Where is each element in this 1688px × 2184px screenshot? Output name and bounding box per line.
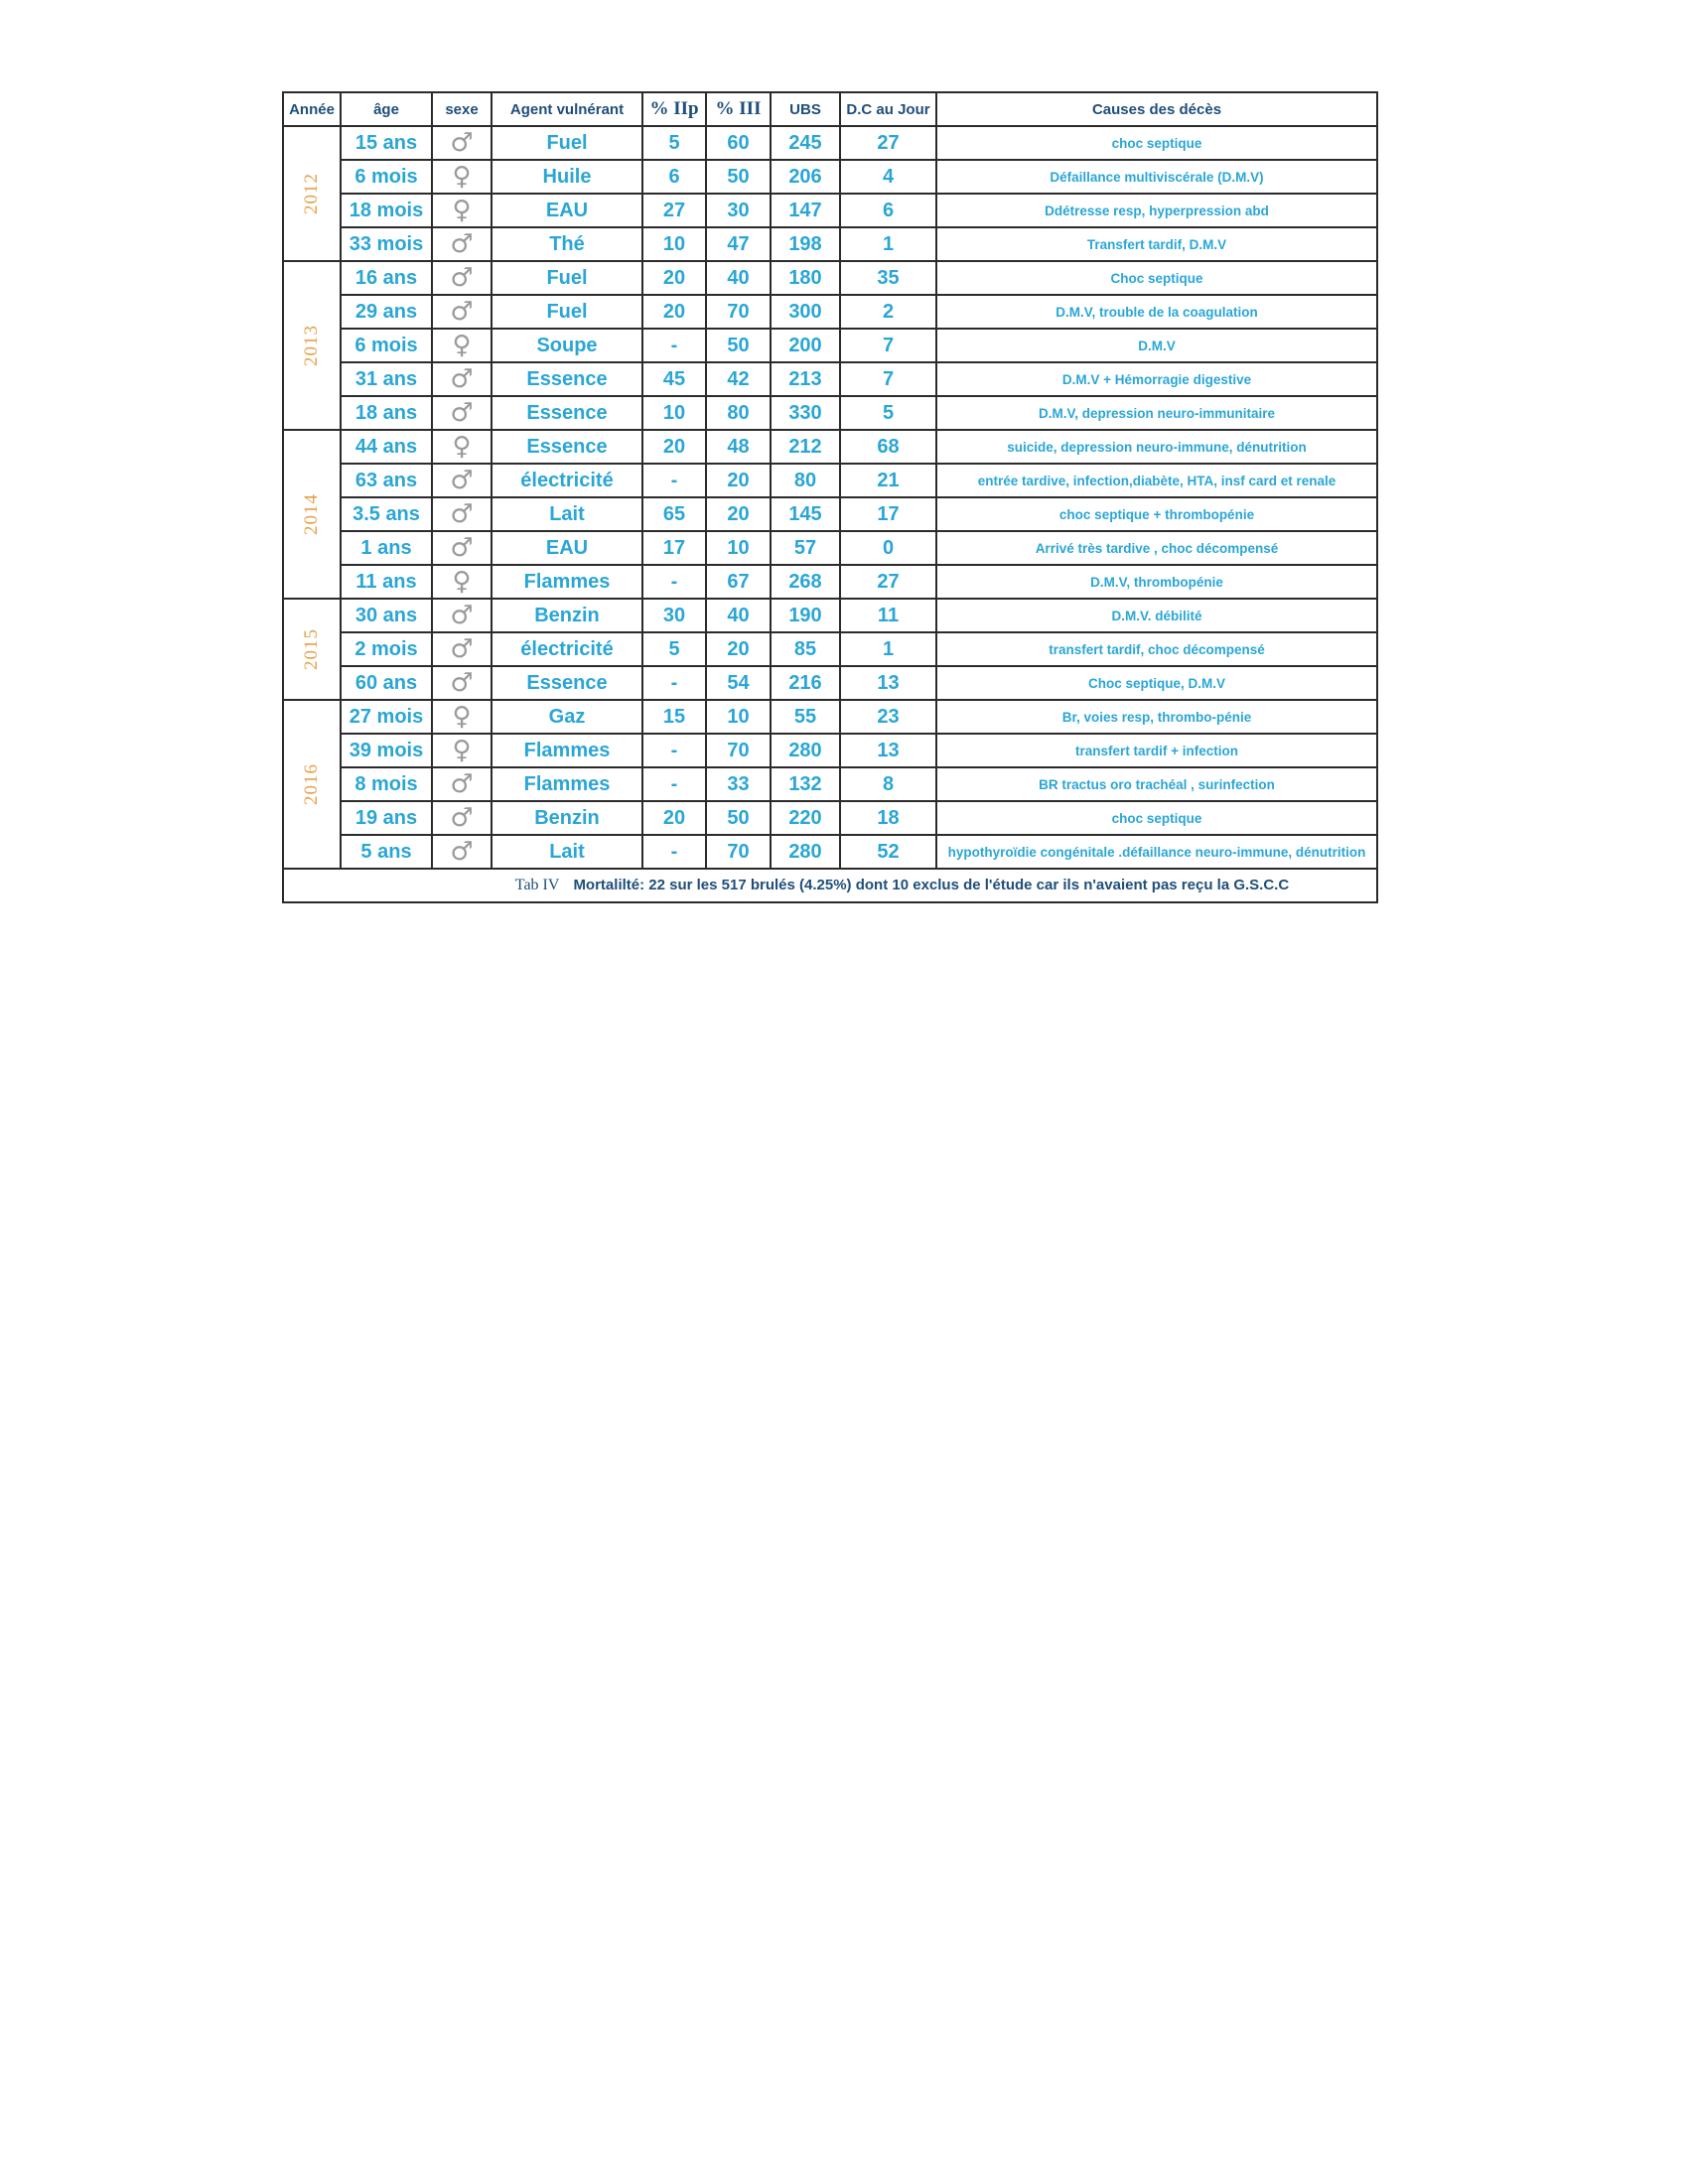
pct-iii-cell: 33 [706,767,771,801]
header-pct-iii: % III [706,92,771,126]
table-row [283,734,1377,767]
age-cell: 6 mois [341,329,432,362]
table-row [283,599,1377,632]
pct-iip-cell: 20 [642,430,706,464]
cause-cell: Transfert tardif, D.M.V [936,227,1377,261]
dc-day-cell: 8 [840,767,936,801]
agent-cell: Essence [492,430,642,464]
cause-cell: D.M.V, depression neuro-immunitaire [936,396,1377,430]
cause-cell: entrée tardive, infection,diabète, HTA, insf card et renale [936,464,1377,497]
sex-symbol: ♀ [432,430,492,464]
pct-iip-cell: - [642,767,706,801]
dc-day-cell: 13 [840,666,936,700]
pct-iip-cell: 20 [642,295,706,329]
sex-symbol: ♂ [432,599,492,632]
dc-day-cell: 0 [840,531,936,565]
age-cell: 18 ans [341,396,432,430]
ubs-cell: 80 [771,464,840,497]
dc-day-cell: 21 [840,464,936,497]
table-row [283,464,1377,497]
ubs-cell: 220 [771,801,840,835]
age-cell: 30 ans [341,599,432,632]
table-row [283,126,1377,160]
cause-cell: D.M.V, thrombopénie [936,565,1377,599]
dc-day-cell: 11 [840,599,936,632]
year-label: 2014 [301,493,322,535]
age-cell: 27 mois [341,700,432,734]
dc-day-cell: 6 [840,194,936,227]
table-row [283,227,1377,261]
age-cell: 3.5 ans [341,497,432,531]
ubs-cell: 206 [771,160,840,194]
pct-iii-cell: 50 [706,329,771,362]
cause-cell: Choc septique, D.M.V [936,666,1377,700]
agent-cell: Essence [492,362,642,396]
pct-iii-cell: 47 [706,227,771,261]
pct-iip-cell: 10 [642,227,706,261]
ubs-cell: 190 [771,599,840,632]
pct-iii-cell: 20 [706,464,771,497]
age-cell: 29 ans [341,295,432,329]
dc-day-cell: 27 [840,565,936,599]
pct-iii-cell: 40 [706,261,771,295]
cause-cell: choc septique [936,126,1377,160]
header-row [283,92,1377,126]
cause-cell: transfert tardif + infection [936,734,1377,767]
year-label: 2016 [301,763,322,805]
pct-iii-cell: 70 [706,734,771,767]
agent-cell: Fuel [492,295,642,329]
cause-cell: Ddétresse resp, hyperpression abd [936,194,1377,227]
dc-day-cell: 18 [840,801,936,835]
agent-cell: électricité [492,632,642,666]
table-row [283,295,1377,329]
pct-iii-cell: 50 [706,801,771,835]
year-label: 2012 [301,173,322,214]
pct-iii-cell: 70 [706,295,771,329]
ubs-cell: 213 [771,362,840,396]
age-cell: 63 ans [341,464,432,497]
cause-cell: Arrivé très tardive , choc décompensé [936,531,1377,565]
pct-iip-cell: 65 [642,497,706,531]
cause-cell: transfert tardif, choc décompensé [936,632,1377,666]
cause-cell: BR tractus oro trachéal , surinfection [936,767,1377,801]
ubs-cell: 198 [771,227,840,261]
dc-day-cell: 68 [840,430,936,464]
pct-iip-cell: - [642,835,706,869]
pct-iip-cell: 27 [642,194,706,227]
table-caption [283,869,1377,902]
cause-cell: D.M.V + Hémorragie digestive [936,362,1377,396]
ubs-cell: 200 [771,329,840,362]
table-body [283,126,1377,869]
table-row [283,801,1377,835]
age-cell: 19 ans [341,801,432,835]
dc-day-cell: 35 [840,261,936,295]
agent-cell: EAU [492,194,642,227]
pct-iip-cell: 45 [642,362,706,396]
year-label: 2015 [301,628,322,670]
pct-iip-cell: - [642,464,706,497]
table-row [283,531,1377,565]
cause-cell: choc septique + thrombopénie [936,497,1377,531]
header-age: âge [341,92,432,126]
dc-day-cell: 2 [840,295,936,329]
agent-cell: Lait [492,497,642,531]
sex-symbol: ♀ [432,329,492,362]
sex-symbol: ♂ [432,835,492,869]
sex-symbol: ♂ [432,531,492,565]
caption-text: Mortalilté: 22 sur les 517 brulés (4.25%) dont 10 exclus de l'étude car ils n'avaient pas reçu la G.S.C.C [573,877,1290,893]
age-cell: 18 mois [341,194,432,227]
dc-day-cell: 4 [840,160,936,194]
dc-day-cell: 5 [840,396,936,430]
table-row [283,194,1377,227]
pct-iii-cell: 10 [706,700,771,734]
cause-cell: choc septique [936,801,1377,835]
year-cell [283,430,341,599]
dc-day-cell: 13 [840,734,936,767]
agent-cell: Fuel [492,126,642,160]
ubs-cell: 132 [771,767,840,801]
header-sexe: sexe [432,92,492,126]
dc-day-cell: 7 [840,329,936,362]
agent-cell: Benzin [492,599,642,632]
dc-day-cell: 1 [840,227,936,261]
pct-iip-cell: 15 [642,700,706,734]
sex-symbol: ♂ [432,801,492,835]
pct-iip-cell: 17 [642,531,706,565]
sex-symbol: ♂ [432,126,492,160]
ubs-cell: 300 [771,295,840,329]
table-row [283,835,1377,869]
cause-cell: Br, voies resp, thrombo-pénie [936,700,1377,734]
ubs-cell: 212 [771,430,840,464]
table-row [283,632,1377,666]
mortality-table [282,91,1378,903]
sex-symbol: ♀ [432,734,492,767]
ubs-cell: 280 [771,734,840,767]
year-cell [283,126,341,261]
sex-symbol: ♂ [432,767,492,801]
sex-symbol: ♀ [432,700,492,734]
age-cell: 2 mois [341,632,432,666]
sex-symbol: ♂ [432,227,492,261]
pct-iip-cell: - [642,329,706,362]
cause-cell: Choc septique [936,261,1377,295]
agent-cell: Lait [492,835,642,869]
age-cell: 11 ans [341,565,432,599]
agent-cell: EAU [492,531,642,565]
pct-iip-cell: 20 [642,261,706,295]
cause-cell: suicide, depression neuro-immune, dénutrition [936,430,1377,464]
sex-symbol: ♀ [432,160,492,194]
pct-iip-cell: 10 [642,396,706,430]
header-pct-iip: % IIp [642,92,706,126]
age-cell: 8 mois [341,767,432,801]
ubs-cell: 55 [771,700,840,734]
year-cell [283,599,341,700]
sex-symbol: ♂ [432,295,492,329]
table-row [283,160,1377,194]
ubs-cell: 85 [771,632,840,666]
age-cell: 5 ans [341,835,432,869]
pct-iip-cell: 20 [642,801,706,835]
pct-iii-cell: 50 [706,160,771,194]
pct-iip-cell: - [642,734,706,767]
agent-cell: Essence [492,666,642,700]
table-row [283,497,1377,531]
header-dc: D.C au Jour [840,92,936,126]
agent-cell: Benzin [492,801,642,835]
ubs-cell: 268 [771,565,840,599]
dc-day-cell: 1 [840,632,936,666]
table-row [283,396,1377,430]
agent-cell: électricité [492,464,642,497]
cause-cell: D.M.V [936,329,1377,362]
agent-cell: Gaz [492,700,642,734]
age-cell: 44 ans [341,430,432,464]
cause-cell: D.M.V, trouble de la coagulation [936,295,1377,329]
pct-iip-cell: 5 [642,632,706,666]
ubs-cell: 280 [771,835,840,869]
age-cell: 15 ans [341,126,432,160]
pct-iip-cell: 5 [642,126,706,160]
table-row [283,700,1377,734]
caption-row [283,869,1377,902]
header-ubs: UBS [771,92,840,126]
pct-iip-cell: - [642,565,706,599]
table-row [283,329,1377,362]
agent-cell: Fuel [492,261,642,295]
pct-iip-cell: - [642,666,706,700]
pct-iii-cell: 10 [706,531,771,565]
pct-iii-cell: 54 [706,666,771,700]
cause-cell: hypothyroïdie congénitale .défaillance neuro-immune, dénutrition [936,835,1377,869]
agent-cell: Essence [492,396,642,430]
table-row [283,565,1377,599]
pct-iii-cell: 20 [706,632,771,666]
age-cell: 31 ans [341,362,432,396]
sex-symbol: ♂ [432,396,492,430]
caption-label: Tab IV [514,877,560,893]
year-cell [283,700,341,869]
dc-day-cell: 7 [840,362,936,396]
sex-symbol: ♂ [432,464,492,497]
pct-iii-cell: 80 [706,396,771,430]
ubs-cell: 147 [771,194,840,227]
table-row [283,261,1377,295]
sex-symbol: ♂ [432,497,492,531]
sex-symbol: ♀ [432,565,492,599]
ubs-cell: 216 [771,666,840,700]
age-cell: 33 mois [341,227,432,261]
age-cell: 16 ans [341,261,432,295]
pct-iii-cell: 20 [706,497,771,531]
pct-iip-cell: 30 [642,599,706,632]
header-causes: Causes des décès [936,92,1377,126]
dc-day-cell: 27 [840,126,936,160]
pct-iii-cell: 40 [706,599,771,632]
table-row [283,430,1377,464]
agent-cell: Flammes [492,767,642,801]
agent-cell: Soupe [492,329,642,362]
cause-cell: D.M.V. débilité [936,599,1377,632]
agent-cell: Thé [492,227,642,261]
sex-symbol: ♂ [432,362,492,396]
age-cell: 39 mois [341,734,432,767]
agent-cell: Flammes [492,734,642,767]
age-cell: 1 ans [341,531,432,565]
agent-cell: Huile [492,160,642,194]
ubs-cell: 145 [771,497,840,531]
pct-iii-cell: 30 [706,194,771,227]
age-cell: 6 mois [341,160,432,194]
sex-symbol: ♀ [432,194,492,227]
pct-iii-cell: 42 [706,362,771,396]
header-annee: Année [283,92,341,126]
cause-cell: Défaillance multiviscérale (D.M.V) [936,160,1377,194]
year-cell [283,261,341,430]
table-row [283,767,1377,801]
sex-symbol: ♂ [432,666,492,700]
ubs-cell: 180 [771,261,840,295]
sex-symbol: ♂ [432,632,492,666]
ubs-cell: 330 [771,396,840,430]
dc-day-cell: 17 [840,497,936,531]
pct-iip-cell: 6 [642,160,706,194]
year-label: 2013 [301,325,322,366]
pct-iii-cell: 60 [706,126,771,160]
pct-iii-cell: 48 [706,430,771,464]
header-agent: Agent vulnérant [492,92,642,126]
age-cell: 60 ans [341,666,432,700]
sex-symbol: ♂ [432,261,492,295]
agent-cell: Flammes [492,565,642,599]
ubs-cell: 245 [771,126,840,160]
dc-day-cell: 52 [840,835,936,869]
document-page [282,91,1376,903]
table-row [283,362,1377,396]
pct-iii-cell: 67 [706,565,771,599]
table-row [283,666,1377,700]
pct-iii-cell: 70 [706,835,771,869]
ubs-cell: 57 [771,531,840,565]
dc-day-cell: 23 [840,700,936,734]
